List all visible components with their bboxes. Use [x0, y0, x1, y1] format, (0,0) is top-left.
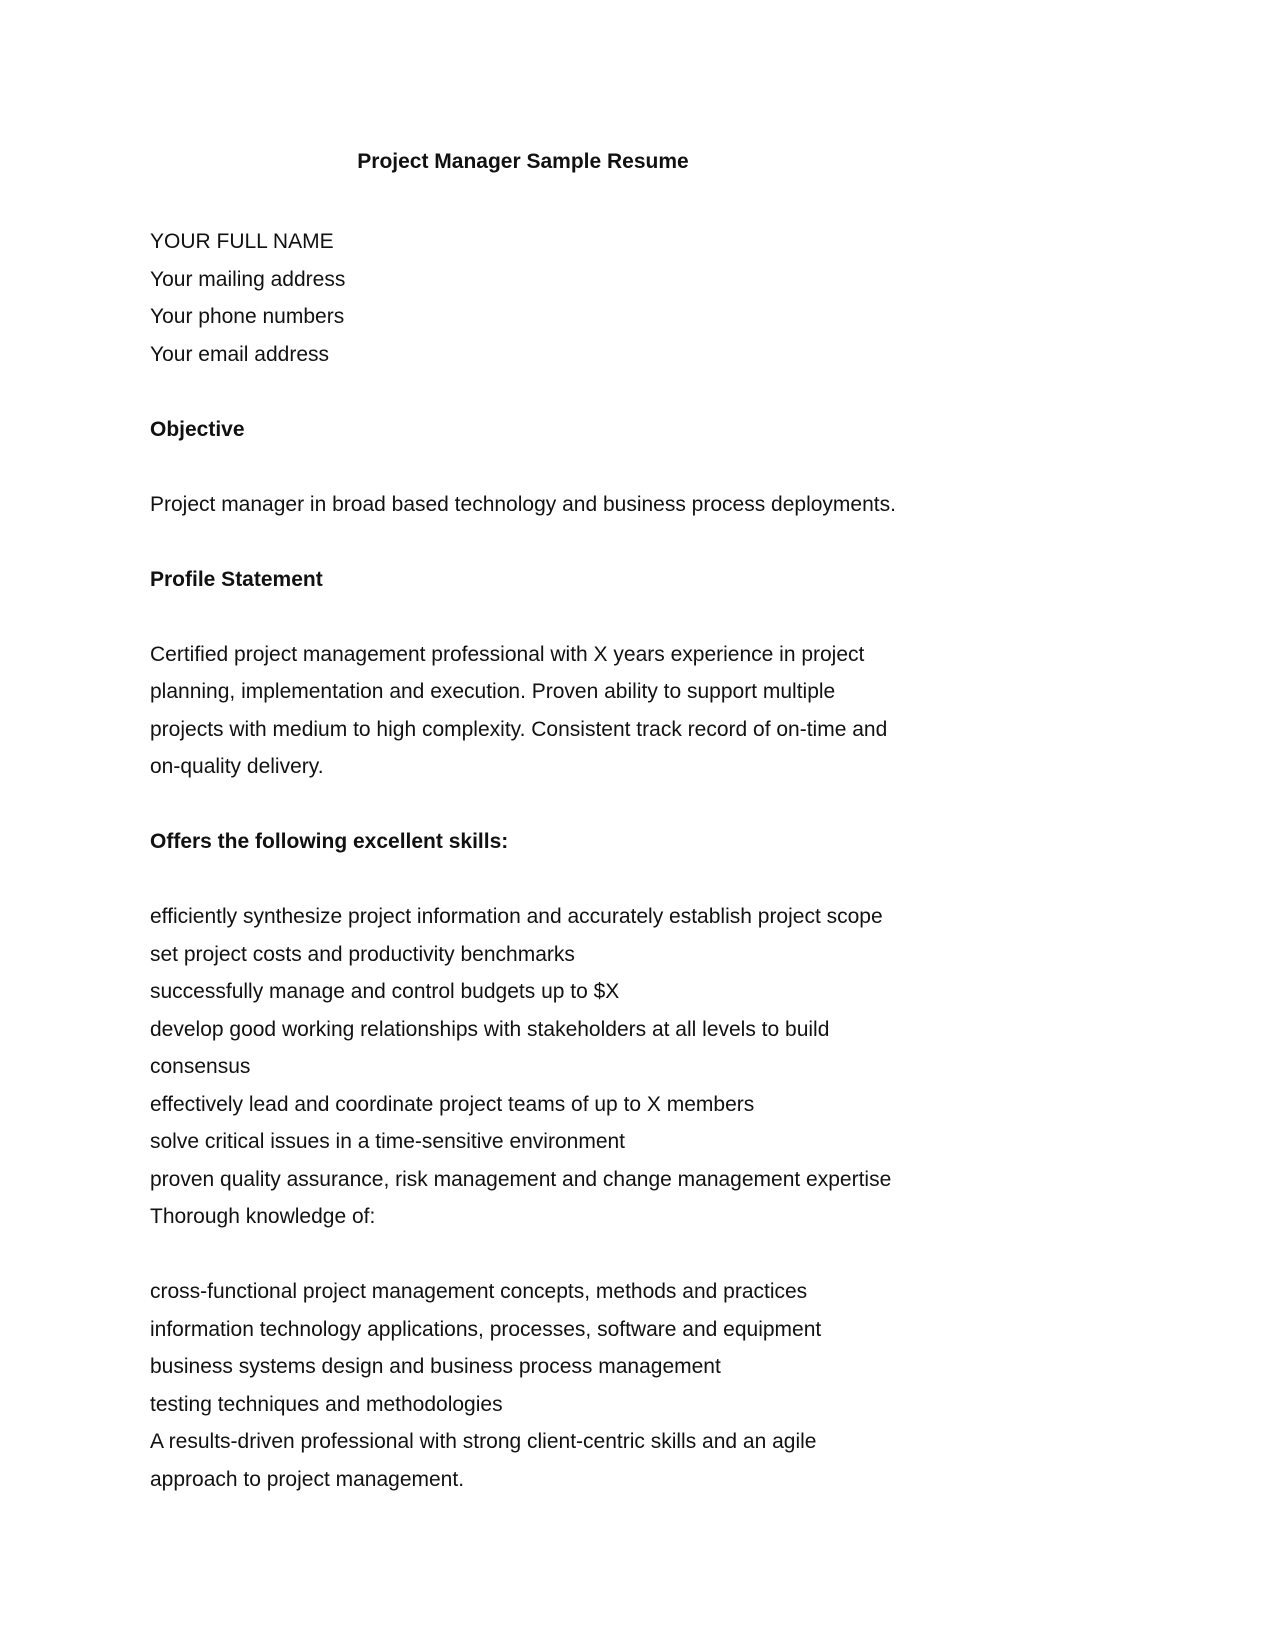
contact-name: YOUR FULL NAME — [150, 230, 334, 253]
knowledge-item: information technology applications, processes, software and equipment — [150, 1317, 822, 1341]
knowledge-item: business systems design and business process management — [150, 1355, 721, 1378]
knowledge-intro: Thorough knowledge of: — [150, 1205, 376, 1228]
objective-text: Project manager in broad based technology and business process deployments. — [150, 492, 896, 516]
knowledge-item: testing techniques and methodologies — [150, 1392, 503, 1416]
document-title: Project Manager Sample Resume — [357, 150, 689, 173]
objective-heading: Objective — [150, 417, 245, 441]
closing-line: approach to project management. — [150, 1467, 465, 1491]
skill-item: set project costs and productivity benchmarks — [150, 942, 575, 966]
profile-line: Certified project management professional with X years experience in project — [150, 642, 865, 666]
profile-line: projects with medium to high complexity. Consistent track record of on-time and — [150, 717, 888, 741]
skill-item: proven quality assurance, risk management and change management expertise — [150, 1167, 892, 1191]
profile-heading: Profile Statement — [150, 567, 323, 591]
skill-item: develop good working relationships with stakeholders at all levels to build — [150, 1017, 830, 1041]
skill-item: effectively lead and coordinate project teams of up to X members — [150, 1092, 755, 1116]
contact-phone: Your phone numbers — [150, 305, 345, 328]
profile-line: planning, implementation and execution. Proven ability to support multiple — [150, 680, 836, 703]
knowledge-item: cross-functional project management concepts, methods and practices — [150, 1280, 808, 1303]
resume-body — [150, 223, 1050, 1498]
skill-item: consensus — [150, 1055, 251, 1078]
skills-heading: Offers the following excellent skills: — [150, 830, 509, 853]
closing-line: A results-driven professional with strong client-centric skills and an agile — [150, 1430, 817, 1453]
skill-item: efficiently synthesize project information and accurately establish project scope — [150, 905, 883, 928]
contact-mailing-address: Your mailing address — [150, 267, 346, 291]
skill-item: solve critical issues in a time-sensitive environment — [150, 1130, 626, 1153]
profile-line: on-quality delivery. — [150, 755, 324, 778]
contact-email: Your email address — [150, 342, 329, 366]
skill-item: successfully manage and control budgets up to $X — [150, 980, 620, 1003]
